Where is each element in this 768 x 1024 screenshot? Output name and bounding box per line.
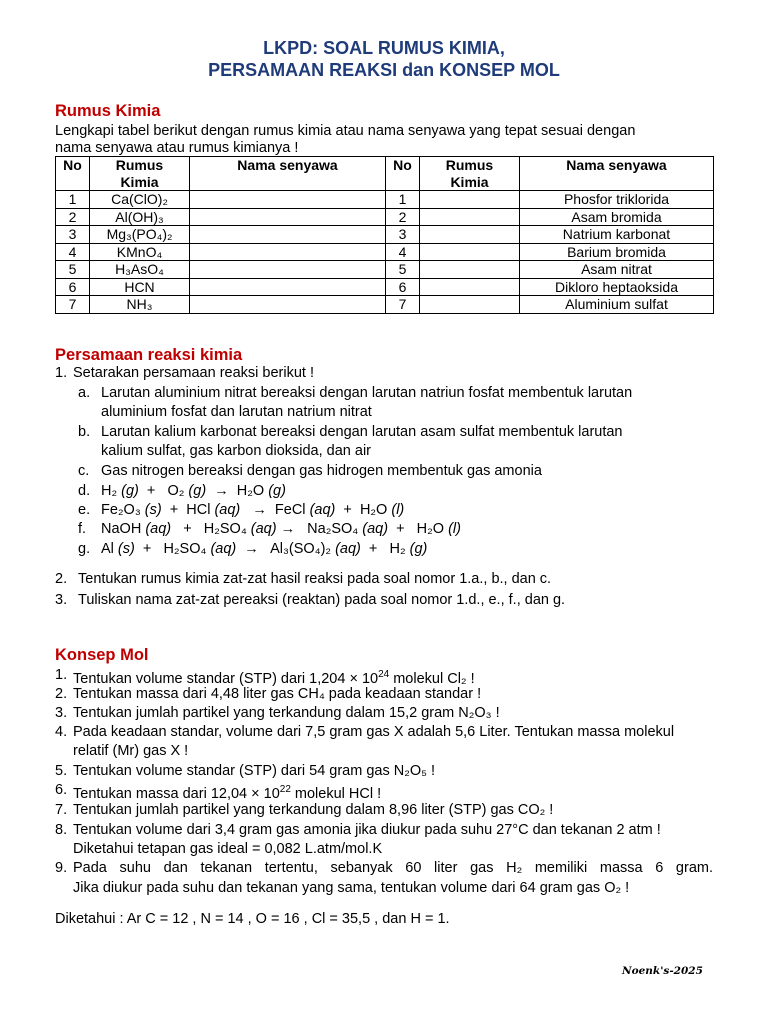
sub-label: d.: [78, 483, 91, 499]
left-rumus: HCN: [90, 278, 190, 296]
given-values: Diketahui : Ar C = 12 , N = 14 , O = 16 , Cl = 35,5 , dan H = 1.: [55, 911, 450, 927]
sub-label: b.: [78, 424, 91, 440]
section-heading-rumus-kimia: Rumus Kimia: [55, 102, 161, 120]
question-text: Larutan aluminium nitrat bereaksi dengan larutan natriun fosfat membentuk larutan: [101, 385, 633, 401]
author-signature: Noenk's-2025: [622, 965, 703, 977]
header-kimia: Kimia: [120, 173, 159, 190]
question-text: Tentukan massa dari 4,48 liter gas CH₄ pada keadaan standar !: [73, 686, 482, 702]
header-nama-senyawa: Nama senyawa: [190, 157, 386, 191]
list-number: 3.: [55, 592, 68, 608]
q1-text-b: molekul Cl₂ !: [389, 670, 475, 687]
equation-d: H₂ (g) + O₂ (g) → H₂O (g): [101, 483, 286, 499]
header-no-right: No: [386, 157, 420, 191]
question-text: Jika diukur pada suhu dan tekanan yang sama, tentukan volume dari 64 gram gas O₂ !: [73, 880, 630, 896]
header-rumus-kimia: [90, 157, 190, 191]
table-row: [56, 278, 714, 296]
right-rumus-blank[interactable]: [420, 208, 520, 226]
right-nama: Phosfor triklorida: [520, 191, 714, 209]
right-no: 7: [386, 296, 420, 314]
formula-table: [55, 156, 714, 314]
right-rumus-blank[interactable]: [420, 296, 520, 314]
left-nama-blank[interactable]: [190, 208, 386, 226]
right-nama: Asam nitrat: [520, 261, 714, 279]
left-rumus: NH₃: [90, 296, 190, 314]
left-nama-blank[interactable]: [190, 278, 386, 296]
q1-exponent: 24: [378, 669, 390, 680]
table-row: [56, 208, 714, 226]
right-no: 2: [386, 208, 420, 226]
left-nama-blank[interactable]: [190, 226, 386, 244]
title-part-1: PERSAMAAN REAKSI: [208, 60, 403, 80]
right-no: 6: [386, 278, 420, 296]
sub-label: a.: [78, 385, 91, 401]
left-no: 5: [56, 261, 90, 279]
header-rumus: Rumus: [445, 157, 494, 173]
question-text: Tentukan jumlah partikel yang terkandung dalam 15,2 gram N₂O₃ !: [73, 705, 500, 721]
list-number: 1.: [55, 667, 68, 683]
intro-line-1: Lengkapi tabel berikut dengan rumus kimia atau nama senyawa yang tepat sesuai dengan: [55, 123, 636, 139]
header-nama-senyawa-right: Nama senyawa: [520, 157, 714, 191]
right-rumus-blank[interactable]: [420, 191, 520, 209]
sub-label: f.: [78, 521, 87, 537]
left-no: 6: [56, 278, 90, 296]
question-text: Larutan kalium karbonat bereaksi dengan larutan asam sulfat membentuk larutan: [101, 424, 623, 440]
right-no: 3: [386, 226, 420, 244]
left-rumus: Ca(ClO)₂: [90, 191, 190, 209]
table-row: [56, 296, 714, 314]
table-row: [56, 191, 714, 209]
list-number: 5.: [55, 763, 68, 779]
section-heading-konsep-mol: Konsep Mol: [55, 646, 149, 664]
page-title-line2: [0, 59, 768, 81]
list-number: 1.: [55, 365, 68, 381]
question-text: kalium sulfat, gas karbon dioksida, dan air: [101, 443, 372, 459]
question-text: Gas nitrogen bereaksi dengan gas hidrogen membentuk gas amonia: [101, 463, 542, 479]
sub-label: e.: [78, 502, 91, 518]
right-nama: Asam bromida: [520, 208, 714, 226]
header-rumus: Rumus: [115, 157, 164, 173]
intro-line-2: nama senyawa atau rumus kimianya !: [55, 140, 299, 156]
header-kimia: Kimia: [450, 173, 489, 190]
left-rumus: Mg₃(PO₄)₂: [90, 226, 190, 244]
question-text: Tuliskan nama zat-zat pereaksi (reaktan) pada soal nomor 1.d., e., f., dan g.: [78, 592, 566, 608]
question-text: [73, 781, 381, 803]
question-text: aluminium fosfat dan larutan natrium nitrat: [101, 404, 372, 420]
left-nama-blank[interactable]: [190, 191, 386, 209]
equation-f: NaOH (aq) + H₂SO₄ (aq) → Na₂SO₄ (aq) + H₂O (l): [101, 521, 461, 537]
left-rumus: Al(OH)₃: [90, 208, 190, 226]
question-text: relatif (Mr) gas X !: [73, 743, 189, 759]
left-rumus: KMnO₄: [90, 243, 190, 261]
table-header-row: [56, 157, 714, 191]
right-rumus-blank[interactable]: [420, 278, 520, 296]
q6-text-a: Tentukan massa dari 12,04 × 10: [73, 785, 280, 802]
equation-e: Fe₂O₃ (s) + HCl (aq) → FeCl (aq) + H₂O (l): [101, 502, 405, 518]
q6-exponent: 22: [279, 784, 291, 795]
sub-label: c.: [78, 463, 90, 479]
right-nama: Natrium karbonat: [520, 226, 714, 244]
list-number: 6.: [55, 782, 68, 798]
left-nama-blank[interactable]: [190, 261, 386, 279]
title-part-3: KONSEP MOL: [434, 60, 560, 80]
right-no: 5: [386, 261, 420, 279]
question-text: Tentukan rumus kimia zat-zat hasil reaksi pada soal nomor 1.a., b., dan c.: [78, 571, 552, 587]
table-row: [56, 243, 714, 261]
left-nama-blank[interactable]: [190, 243, 386, 261]
table-row: [56, 226, 714, 244]
header-rumus-kimia-right: [420, 157, 520, 191]
left-no: 2: [56, 208, 90, 226]
left-no: 1: [56, 191, 90, 209]
right-no: 1: [386, 191, 420, 209]
left-no: 7: [56, 296, 90, 314]
question-text: Pada keadaan standar, volume dari 7,5 gram gas X adalah 5,6 Liter. Tentukan massa molekul: [73, 724, 675, 740]
question-text: Tentukan jumlah partikel yang terkandung dalam 8,96 liter (STP) gas CO₂ !: [73, 802, 554, 818]
list-number: 2.: [55, 571, 68, 587]
right-rumus-blank[interactable]: [420, 261, 520, 279]
question-text: Diketahui tetapan gas ideal = 0,082 L.atm/mol.K: [73, 841, 383, 857]
left-no: 4: [56, 243, 90, 261]
right-nama: Barium bromida: [520, 243, 714, 261]
sub-label: g.: [78, 541, 91, 557]
title-part-2: dan: [402, 60, 435, 80]
right-rumus-blank[interactable]: [420, 226, 520, 244]
right-nama: Aluminium sulfat: [520, 296, 714, 314]
list-number: 9.: [55, 860, 68, 876]
question-text: Pada suhu dan tekanan tertentu, sebanyak 60 liter gas H₂ memiliki massa 6 gram.: [73, 860, 713, 876]
question-text: Setarakan persamaan reaksi berikut !: [73, 365, 314, 381]
q1-text-a: Tentukan volume standar (STP) dari 1,204 × 10: [73, 670, 379, 687]
list-number: 2.: [55, 686, 68, 702]
question-text: Tentukan volume dari 3,4 gram gas amonia jika diukur pada suhu 27°C dan tekanan 2 atm !: [73, 822, 661, 838]
right-rumus-blank[interactable]: [420, 243, 520, 261]
header-no: No: [56, 157, 90, 191]
page-title-line1: LKPD: SOAL RUMUS KIMIA,: [263, 38, 505, 58]
list-number: 4.: [55, 724, 68, 740]
table-row: [56, 261, 714, 279]
list-number: 3.: [55, 705, 68, 721]
list-number: 8.: [55, 822, 68, 838]
q6-text-b: molekul HCl !: [290, 785, 382, 802]
list-number: 7.: [55, 802, 68, 818]
right-no: 4: [386, 243, 420, 261]
left-nama-blank[interactable]: [190, 296, 386, 314]
question-text: Tentukan volume standar (STP) dari 54 gram gas N₂O₅ !: [73, 763, 436, 779]
equation-g: Al (s) + H₂SO₄ (aq) → Al₃(SO₄)₂ (aq) + H₂ (g): [101, 541, 428, 557]
section-heading-persamaan-reaksi: Persamaan reaksi kimia: [55, 346, 243, 364]
left-rumus: H₃AsO₄: [90, 261, 190, 279]
left-no: 3: [56, 226, 90, 244]
right-nama: Dikloro heptaoksida: [520, 278, 714, 296]
